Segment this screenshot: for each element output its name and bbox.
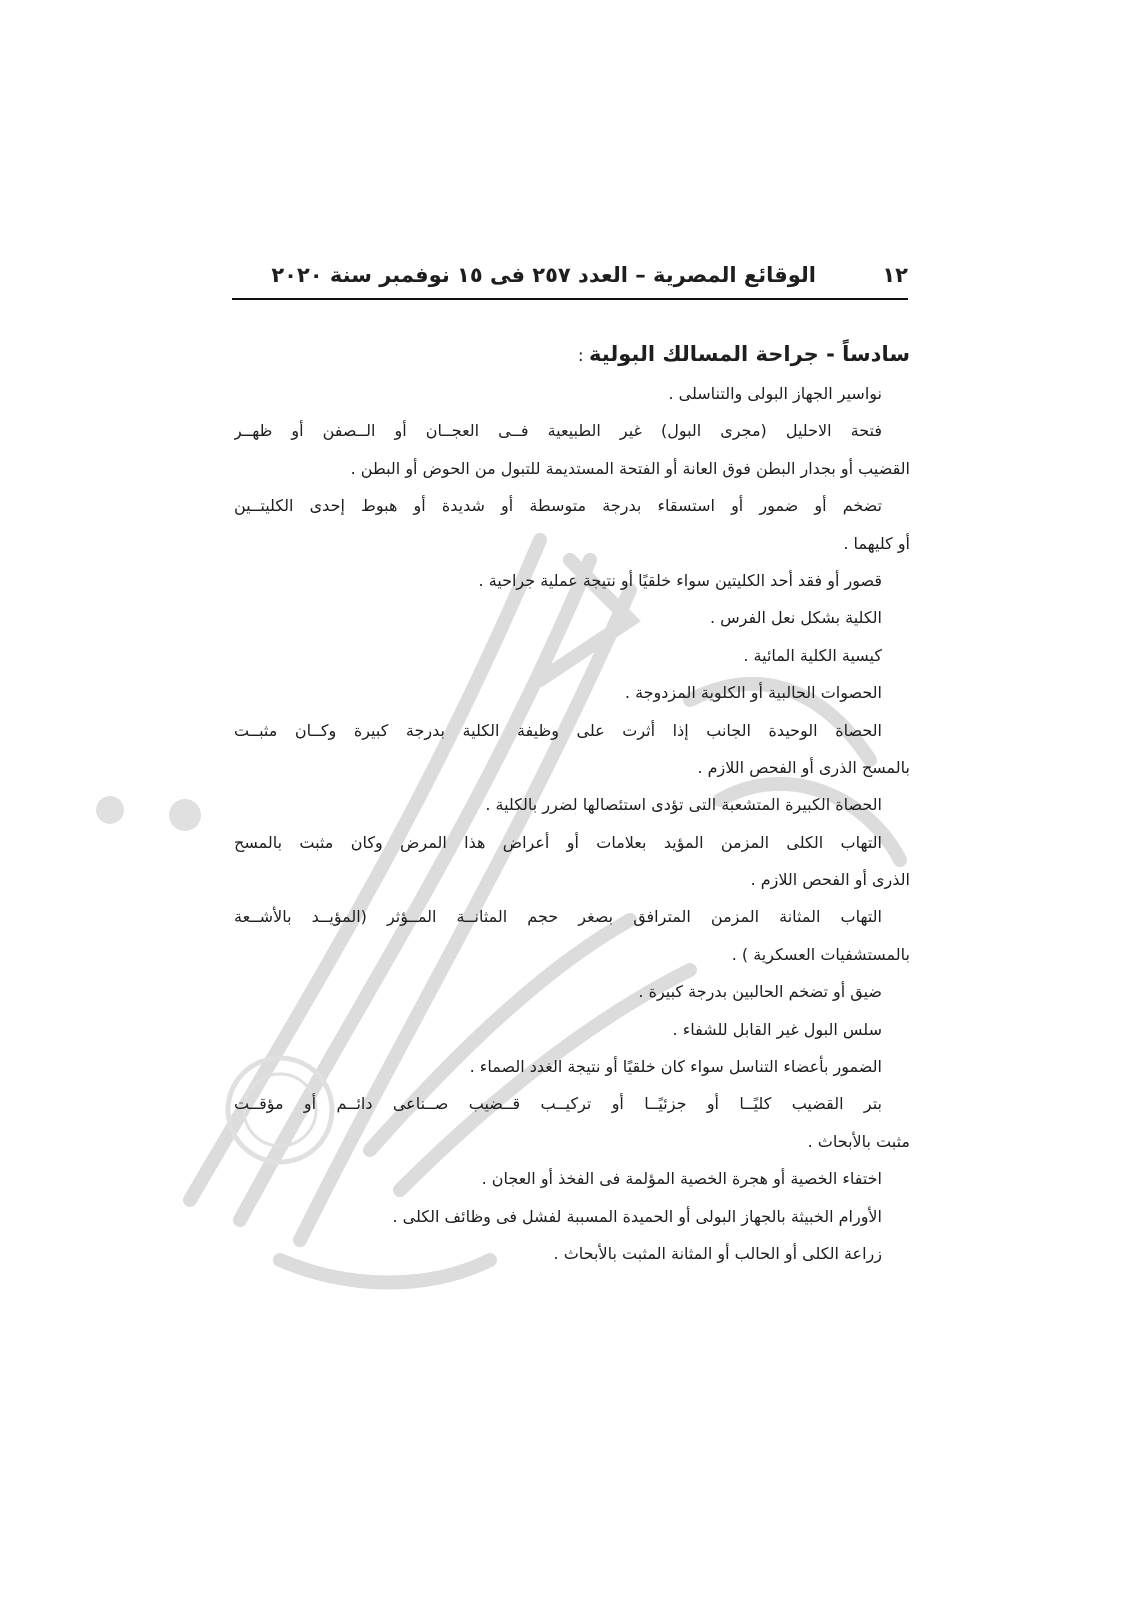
page-header [232, 254, 908, 304]
text-line: نواسير الجهاز البولى والتناسلى . [668, 384, 882, 403]
text-line: الحصوات الحالبية أو الكلوية المزدوجة . [624, 683, 882, 703]
text-line: ضيق أو تضخم الحالبين بدرجة كبيرة . [638, 982, 882, 1002]
text-line: أو كليهما . [843, 533, 910, 553]
text-line: التهاب المثانة المزمن المترافق بصغر حجم المثانــة المــؤثر (المؤيــد بالأشــعة [234, 907, 882, 927]
text-line: فتحة الاحليل (مجرى البول) غير الطبيعية فــى العجــان أو الــصفن أو ظهــر [234, 421, 882, 441]
text-line: تضخم أو ضمور أو استسقاء بدرجة متوسطة أو شديدة أو هبوط إحدى الكليتــين [234, 496, 882, 516]
running-title: الوقائع المصرية – العدد ٢٥٧ فى ١٥ نوفمبر سنة ٢٠٢٠ [271, 263, 816, 287]
document-body [234, 375, 910, 1272]
text-line: التهاب الكلى المزمن المؤيد بعلامات أو أعراض هذا المرض وكان مثبت بالمسح [234, 832, 882, 852]
text-line: بالمستشفيات العسكرية ) . [731, 944, 910, 964]
text-line: الأورام الخبيثة بالجهاز البولى أو الحميدة المسببة لفشل فى وظائف الكلى . [392, 1206, 882, 1226]
section-heading-text: سادساً - جراحة المسالك البولية [589, 342, 910, 366]
text-line: زراعة الكلى أو الحالب أو المثانة المثبت بالأبحاث . [553, 1243, 882, 1263]
text-line: بتر القضيب كليًــا أو جزئيًــا أو تركيــب قــضيب صــناعى دائــم أو مؤقــت [234, 1094, 882, 1114]
text-line: قصور أو فقد أحد الكليتين سواء خلقيًا أو نتيجة عملية جراحية . [478, 570, 882, 590]
text-line: كيسية الكلية المائية . [743, 645, 882, 665]
text-line: الضمور بأعضاء التناسل سواء كان خلقيًا أو نتيجة الغدد الصماء . [469, 1057, 882, 1077]
text-line: مثبت بالأبحاث . [807, 1131, 910, 1151]
text-line: الحصاة الوحيدة الجانب إذا أثرت على وظيفة الكلية بدرجة كبيرة وكــان مثبــت [234, 720, 882, 740]
section-heading [234, 340, 910, 370]
header-rule [232, 298, 908, 300]
text-line: الكلية بشكل نعل الفرس . [709, 608, 882, 628]
page-number: ١٢ [882, 263, 908, 287]
text-line: الذرى أو الفحص اللازم . [750, 870, 910, 890]
section-heading-colon: : [577, 346, 590, 366]
text-line: القضيب أو بجدار البطن فوق العانة أو الفتحة المستديمة للتبول من الحوض أو البطن . [350, 458, 910, 478]
text-line: اختفاء الخصية أو هجرة الخصية المؤلمة فى الفخذ أو العجان . [481, 1169, 882, 1189]
text-line: بالمسح الذرى أو الفحص اللازم . [697, 757, 910, 777]
text-line: سلس البول غير القابل للشفاء . [672, 1019, 882, 1039]
text-line: الحصاة الكبيرة المتشعبة التى تؤدى استئصالها لضرر بالكلية . [485, 795, 882, 815]
